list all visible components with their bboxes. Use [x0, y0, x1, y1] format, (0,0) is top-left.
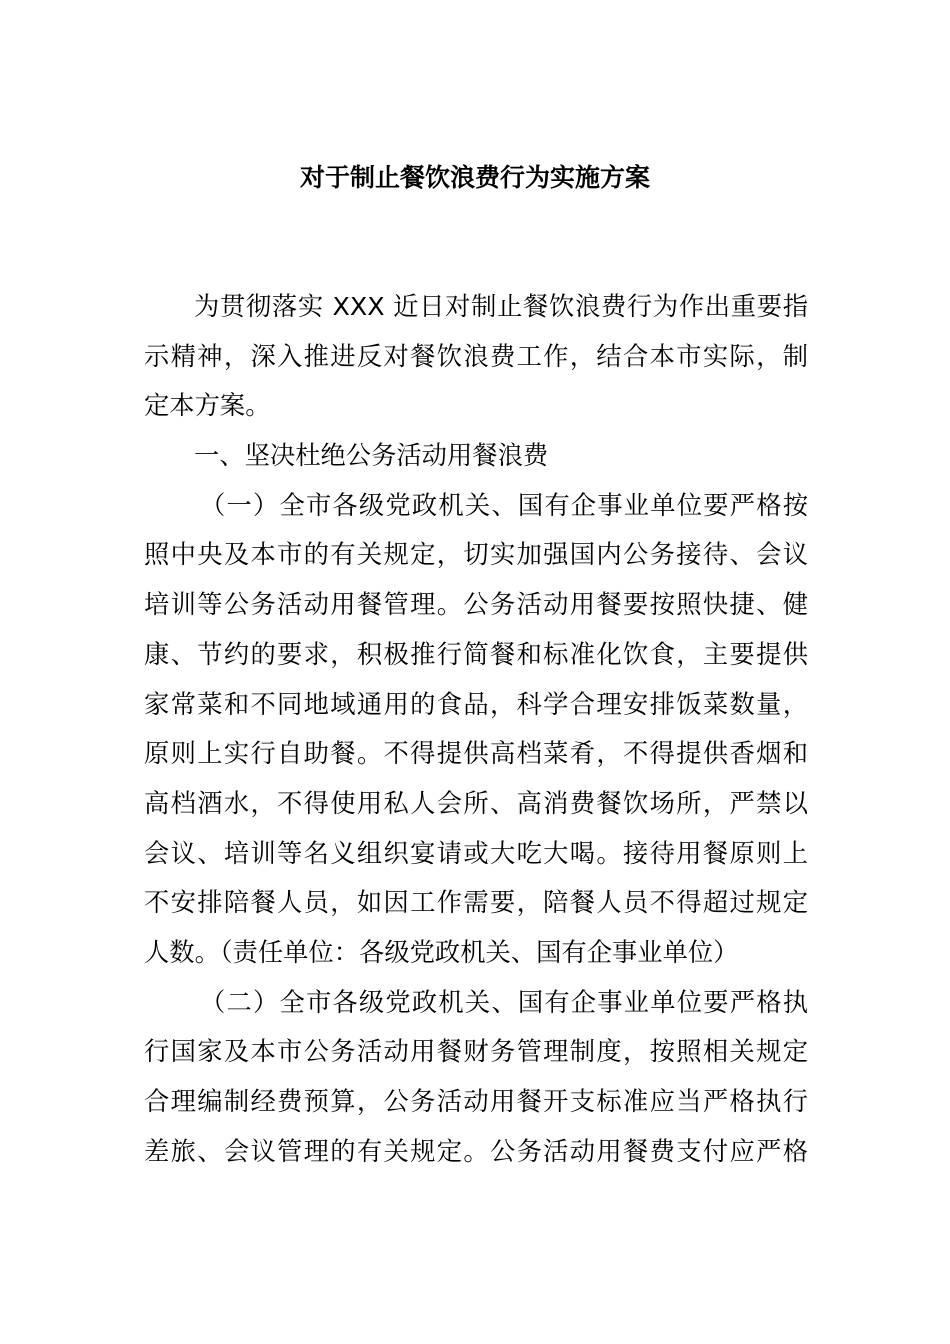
- paragraph-line: 行国家及本市公务活动用餐财务管理制度，按照相关规定: [144, 1037, 808, 1067]
- paragraph-line: 人数。（责任单位：各级党政机关、国有企事业单位）: [144, 937, 739, 967]
- paragraph-line: （二）全市各级党政机关、国有企事业单位要严格执: [200, 987, 808, 1017]
- paragraph-line: 照中央及本市的有关规定，切实加强国内公务接待、会议: [144, 540, 808, 570]
- paragraph-line: 原则上实行自助餐。不得提供高档菜肴，不得提供香烟和: [144, 739, 808, 769]
- paragraph-line: 会议、培训等名义组织宴请或大吃大喝。接待用餐原则上: [144, 838, 808, 868]
- paragraph-line: 康、节约的要求，积极推行简餐和标准化饮食，主要提供: [144, 639, 808, 669]
- paragraph-line: 合理编制经费预算，公务活动用餐开支标准应当严格执行: [144, 1087, 808, 1116]
- section-heading: 一、坚决杜绝公务活动用餐浪费: [194, 441, 549, 471]
- paragraph-line: 定本方案。: [144, 391, 271, 421]
- paragraph-line: 不安排陪餐人员，如因工作需要，陪餐人员不得超过规定: [144, 888, 808, 918]
- paragraph-line: 差旅、会议管理的有关规定。公务活动用餐费支付应严格: [144, 1136, 808, 1166]
- paragraph-line: （一）全市各级党政机关、国有企事业单位要严格按: [200, 490, 808, 520]
- paragraph-line: 培训等公务活动用餐管理。公务活动用餐要按照快捷、健: [144, 590, 808, 620]
- paragraph-line: 高档酒水，不得使用私人会所、高消费餐饮场所，严禁以: [144, 788, 808, 818]
- document-body: [144, 282, 808, 1176]
- paragraph-line: 为贯彻落实 XXX 近日对制止餐饮浪费行为作出重要指: [194, 292, 808, 321]
- paragraph-line: 示精神，深入推进反对餐饮浪费工作，结合本市实际，制: [144, 341, 808, 371]
- paragraph-line: 家常菜和不同地域通用的食品，科学合理安排饭菜数量，: [144, 689, 808, 719]
- document-title: 对于制止餐饮浪费行为实施方案: [299, 163, 650, 192]
